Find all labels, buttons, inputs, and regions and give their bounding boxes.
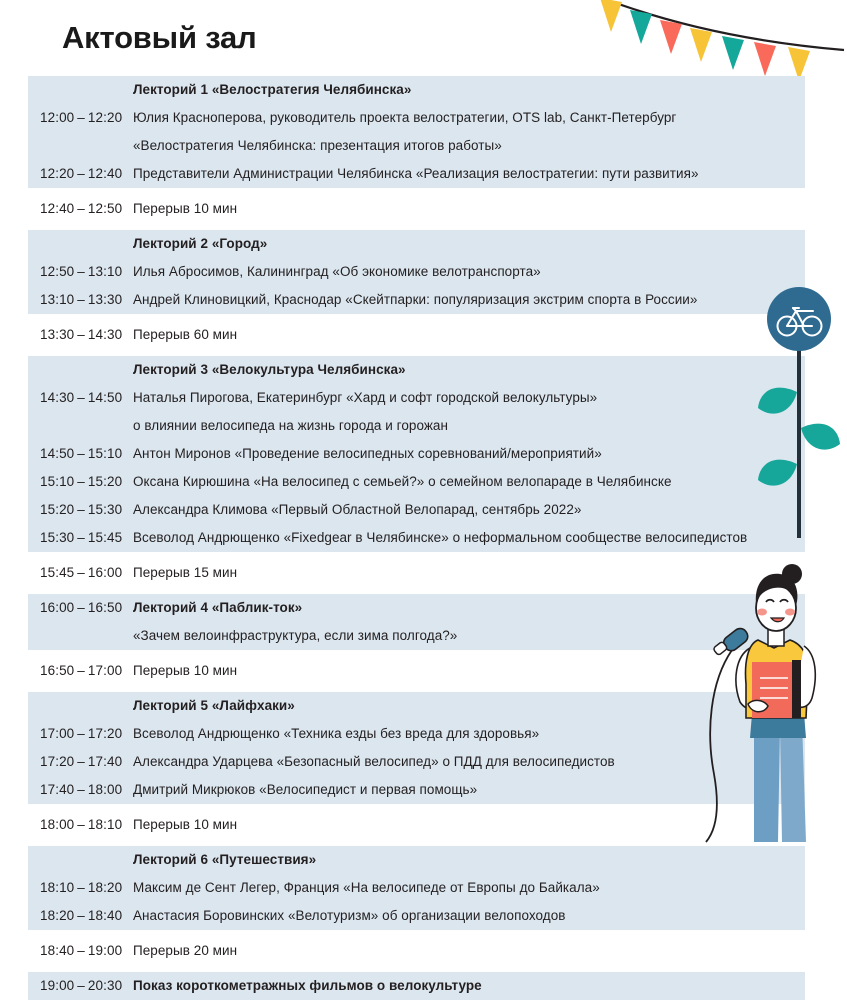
time-end: 12:20 [87, 110, 123, 125]
schedule-section-band [28, 230, 805, 314]
schedule-section-heading: Лекторий 2 «Город» [133, 236, 268, 251]
schedule-row [28, 692, 805, 720]
schedule-row-description: Антон Миронов «Проведение велосипедных соревнований/мероприятий» [133, 446, 602, 461]
schedule-row [28, 76, 805, 104]
schedule-row-time [28, 258, 133, 286]
time-end: 16:50 [87, 600, 123, 615]
schedule-break-band [28, 321, 805, 349]
schedule-row [28, 622, 805, 650]
time-end: 15:20 [87, 474, 123, 489]
schedule-row-time [28, 195, 133, 223]
time-end: 17:00 [87, 663, 123, 678]
schedule-row-description: «Велостратегия Челябинска: презентация итогов работы» [133, 138, 502, 153]
schedule-row-time [28, 104, 133, 132]
flag-red-2 [754, 42, 776, 76]
time-start: 17:00 [40, 726, 75, 741]
schedule-band-gap [28, 930, 805, 937]
schedule-section-band [28, 356, 805, 552]
schedule-row-description: Анастасия Боровинских «Велотуризм» об организации велопоходов [133, 908, 566, 923]
time-start: 12:50 [40, 264, 75, 279]
flag-red-1 [660, 20, 682, 54]
time-end: 12:40 [87, 166, 123, 181]
schedule-row [28, 874, 805, 902]
time-dash: – [77, 943, 85, 958]
schedule-row-description: Перерыв 10 мин [133, 817, 238, 832]
schedule-section-band [28, 846, 805, 930]
schedule-row-time [28, 286, 133, 314]
time-start: 12:40 [40, 201, 75, 216]
time-end: 14:30 [87, 327, 123, 342]
time-dash: – [77, 754, 85, 769]
schedule-band-gap [28, 552, 805, 559]
schedule-break-band [28, 559, 805, 587]
time-start: 15:10 [40, 474, 75, 489]
schedule-row-time [28, 384, 133, 412]
schedule-break-band [28, 937, 805, 965]
schedule-row [28, 657, 805, 685]
time-dash: – [77, 600, 85, 615]
schedule-break-band [28, 811, 805, 839]
time-start: 14:50 [40, 446, 75, 461]
schedule-row-time [28, 972, 133, 1000]
time-end: 13:30 [87, 292, 123, 307]
schedule-row [28, 104, 805, 132]
time-dash: – [77, 446, 85, 461]
schedule-band-gap [28, 314, 805, 321]
schedule-row-description: Перерыв 15 мин [133, 565, 238, 580]
time-dash: – [77, 327, 85, 342]
schedule-row [28, 720, 805, 748]
time-dash: – [77, 908, 85, 923]
time-start: 17:40 [40, 782, 75, 797]
schedule-row [28, 384, 805, 412]
schedule-row-time [28, 811, 133, 839]
schedule-band-gap [28, 839, 805, 846]
time-dash: – [77, 166, 85, 181]
time-dash: – [77, 880, 85, 895]
schedule-row-time [28, 321, 133, 349]
time-end: 20:30 [87, 978, 123, 993]
time-start: 15:45 [40, 565, 75, 580]
page-title: Актовый зал [62, 20, 257, 55]
schedule-row [28, 776, 805, 804]
time-end: 16:00 [87, 565, 123, 580]
schedule-row-time [28, 524, 133, 552]
schedule-row [28, 468, 805, 496]
schedule-row-description: Оксана Кирюшина «На велосипед с семьей?» о семейном велопараде в Челябинске [133, 474, 672, 489]
schedule-row-description: Наталья Пирогова, Екатеринбург «Хард и софт городской велокультуры» [133, 390, 598, 405]
time-end: 18:40 [87, 908, 123, 923]
bunting-garland-icon [582, 0, 842, 80]
schedule-row-time [28, 776, 133, 804]
time-end: 15:10 [87, 446, 123, 461]
schedule-row [28, 160, 805, 188]
schedule-row [28, 356, 805, 384]
schedule-row [28, 524, 805, 552]
schedule-row [28, 559, 805, 587]
schedule-band-gap [28, 804, 805, 811]
schedule-row-time [28, 657, 133, 685]
schedule-row-description: Всеволод Андрющенко «Fixedgear в Челябинске» о неформальном сообществе велосипедистов [133, 530, 748, 545]
time-dash: – [77, 530, 85, 545]
schedule-row-description: Юлия Красноперова, руководитель проекта велостратегии, OTS lab, Санкт-Петербург [133, 110, 677, 125]
schedule-section-heading: Лекторий 6 «Путешествия» [133, 852, 317, 867]
time-dash: – [77, 978, 85, 993]
schedule-row-time [28, 748, 133, 776]
schedule-band-gap [28, 349, 805, 356]
schedule-row [28, 195, 805, 223]
time-end: 15:45 [87, 530, 123, 545]
schedule-row [28, 972, 805, 1000]
time-end: 17:40 [87, 754, 123, 769]
time-dash: – [77, 201, 85, 216]
schedule-row-description: Представители Администрации Челябинска «Реализация велостратегии: пути развития» [133, 166, 699, 181]
flag-yellow-2 [690, 28, 712, 62]
schedule-row [28, 846, 805, 874]
schedule-row-description: Андрей Клиновицкий, Краснодар «Скейтпарки: популяризация экстрим спорта в России» [133, 292, 698, 307]
schedule-row-time [28, 468, 133, 496]
schedule-break-band [28, 657, 805, 685]
schedule-row [28, 902, 805, 930]
time-end: 15:30 [87, 502, 123, 517]
schedule-section-heading: Лекторий 3 «Велокультура Челябинска» [133, 362, 406, 377]
time-dash: – [77, 474, 85, 489]
schedule-row-time [28, 594, 133, 622]
time-start: 16:00 [40, 600, 75, 615]
time-start: 12:00 [40, 110, 75, 125]
schedule-row [28, 230, 805, 258]
schedule-section-heading: Лекторий 4 «Паблик-ток» [133, 600, 303, 615]
schedule-row [28, 132, 805, 160]
time-dash: – [77, 663, 85, 678]
schedule-section-heading: Лекторий 1 «Велостратегия Челябинска» [133, 82, 412, 97]
schedule-break-band [28, 195, 805, 223]
time-end: 18:00 [87, 782, 123, 797]
time-dash: – [77, 264, 85, 279]
schedule-row-time [28, 937, 133, 965]
schedule-row-description: Перерыв 10 мин [133, 663, 238, 678]
schedule-section-band [28, 972, 805, 1000]
schedule-section-band [28, 594, 805, 650]
time-start: 15:20 [40, 502, 75, 517]
time-dash: – [77, 110, 85, 125]
time-end: 13:10 [87, 264, 123, 279]
time-dash: – [77, 502, 85, 517]
time-end: 18:10 [87, 817, 123, 832]
schedule-row-time [28, 160, 133, 188]
schedule-row-description: Всеволод Андрющенко «Техника езды без вреда для здоровья» [133, 726, 540, 741]
time-start: 18:40 [40, 943, 75, 958]
time-dash: – [77, 782, 85, 797]
schedule-band-gap [28, 587, 805, 594]
time-end: 17:20 [87, 726, 123, 741]
schedule-row-description: Перерыв 20 мин [133, 943, 238, 958]
schedule-band-gap [28, 965, 805, 972]
schedule-row-time [28, 440, 133, 468]
schedule-band-gap [28, 685, 805, 692]
schedule-section-heading: Лекторий 5 «Лайфхаки» [133, 698, 295, 713]
schedule-band-gap [28, 188, 805, 195]
schedule-row [28, 811, 805, 839]
schedule-band-gap [28, 650, 805, 657]
time-end: 18:20 [87, 880, 123, 895]
schedule-row-description: «Зачем велоинфраструктура, если зима полгода?» [133, 628, 458, 643]
schedule-row [28, 594, 805, 622]
time-start: 16:50 [40, 663, 75, 678]
time-start: 18:20 [40, 908, 75, 923]
schedule-row [28, 496, 805, 524]
flag-teal-2 [722, 36, 744, 70]
schedule-row-description: Перерыв 10 мин [133, 201, 238, 216]
time-end: 19:00 [87, 943, 123, 958]
schedule-row-description: Максим де Сент Легер, Франция «На велосипеде от Европы до Байкала» [133, 880, 600, 895]
schedule-row-time [28, 902, 133, 930]
schedule-row-description: Александра Ударцева «Безопасный велосипед» о ПДД для велосипедистов [133, 754, 615, 769]
schedule-row-description: Дмитрий Микрюков «Велосипедист и первая помощь» [133, 782, 478, 797]
time-start: 18:10 [40, 880, 75, 895]
schedule-row-time [28, 874, 133, 902]
schedule-row [28, 258, 805, 286]
time-dash: – [77, 817, 85, 832]
flag-yellow-1 [600, 0, 622, 32]
time-start: 13:30 [40, 327, 75, 342]
time-dash: – [77, 390, 85, 405]
time-dash: – [77, 292, 85, 307]
schedule-row-description: Илья Абросимов, Калининград «Об экономике велотранспорта» [133, 264, 541, 279]
time-start: 14:30 [40, 390, 75, 405]
schedule-row [28, 412, 805, 440]
schedule-section-heading: Показ короткометражных фильмов о велокультуре [133, 978, 482, 993]
schedule-row [28, 440, 805, 468]
schedule-row-description: Перерыв 60 мин [133, 327, 238, 342]
schedule-row [28, 937, 805, 965]
time-dash: – [77, 565, 85, 580]
time-start: 18:00 [40, 817, 75, 832]
flag-teal-1 [630, 10, 652, 44]
schedule-row-time [28, 559, 133, 587]
time-start: 13:10 [40, 292, 75, 307]
schedule-row [28, 748, 805, 776]
time-start: 15:30 [40, 530, 75, 545]
time-end: 12:50 [87, 201, 123, 216]
schedule-band-gap [28, 223, 805, 230]
time-end: 14:50 [87, 390, 123, 405]
time-dash: – [77, 726, 85, 741]
schedule-section-band [28, 76, 805, 188]
schedule-row-time [28, 496, 133, 524]
schedule-table [28, 76, 805, 1000]
schedule-row-time [28, 720, 133, 748]
schedule-section-band [28, 692, 805, 804]
schedule-row-description: Александра Климова «Первый Областной Велопарад, сентябрь 2022» [133, 502, 582, 517]
schedule-row [28, 286, 805, 314]
schedule-row-description: о влиянии велосипеда на жизнь города и горожан [133, 418, 448, 433]
schedule-row [28, 321, 805, 349]
time-start: 17:20 [40, 754, 75, 769]
time-start: 19:00 [40, 978, 75, 993]
time-start: 12:20 [40, 166, 75, 181]
